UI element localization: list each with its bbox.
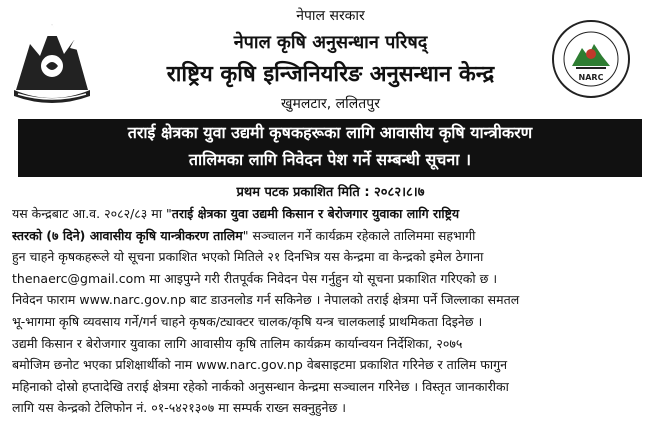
body-line-5: निवेदन फाराम www.narc.gov.np बाट डाउनलोड गर्न सकिनेछ । नेपालको तराई क्षेत्रमा पर्ने जिल्लाका समतल <box>12 292 520 308</box>
body-line-10: लागि यस केन्द्रको टेलिफोन नं. ०१-५४२१३०७ मा सम्पर्क राख्न सक्नुहुनेछ । <box>12 400 346 416</box>
body-line-8: बमोजिम छनोट भएका प्रशिक्षार्थीको नाम www.narc.gov.np वेबसाइटमा प्रकाशित गरिनेछ र तालिम फागुन <box>12 357 508 373</box>
body-line-3: हुन चाहने कृषकहरूले यो सूचना प्रकाशित भएको मितिले २१ दिनभित्र यस केन्द्रमा वा केन्द्रको इमेल ठेगाना <box>12 249 484 265</box>
banner-line-1: तराई क्षेत्रका युवा उद्यमी कृषकहरूका लागि आवासीय कृषि यान्त्रीकरण <box>127 123 533 142</box>
body-line-6: भू-भागमा कृषि व्यवसाय गर्ने/गर्न चाहने कृषक/ट्याक्टर चालक/कृषि यन्त्र चालकलाई प्राथमिकता दिइनेछ । <box>12 313 483 329</box>
notice-body <box>12 203 650 419</box>
body-line-7: उद्यमी किसान र बेरोजगार युवाका लागि आवासीय कृषि तालिम कार्यक्रम कार्यान्वयन निर्देशिका, २०७५ <box>12 335 463 351</box>
notice-title-banner <box>18 119 642 177</box>
center-location: खुमलटार, ललितपुर <box>281 96 380 112</box>
body-line-2: स्तरको (७ दिने) आवासीय कृषि यान्त्रीकरण तालिम" सञ्चालन गर्ने कार्यक्रम रहेकाले तालिममा सहभागी <box>12 227 476 243</box>
banner-line-2: तालिमका लागि निवेदन पेश गर्ने सम्बन्धी सूचना । <box>188 150 472 169</box>
body-line-1: यस केन्द्रबाट आ.व. २०८२/८३ मा "तराई क्षेत्रका युवा उद्यमी किसान र बेरोजगार युवाका लागि राष्ट्रिय <box>12 206 460 221</box>
council-name: नेपाल कृषि अनुसन्धान परिषद् <box>233 32 428 53</box>
body-line-9: महिनाको दोस्रो हप्तादेखि तराई क्षेत्रमा रहेको नार्कको अनुसन्धान केन्द्रमा सञ्चालन गरिनेछ । विस्तृत जानकारीका <box>12 378 509 394</box>
center-name: राष्ट्रिय कृषि इन्जिनियरिङ अनुसन्धान केन्द्र <box>166 62 495 87</box>
publication-date: प्रथम पटक प्रकाशित मिति : २०८२।८।७ <box>236 185 425 200</box>
body-line-4: thenaerc@gmail.com मा आइपुग्ने गरी रीतपूर्वक निवेदन पेस गर्नुहुन यो सूचना प्रकाशित गरिएको छ । <box>12 270 498 286</box>
government-name: नेपाल सरकार <box>296 8 365 24</box>
narc-logo <box>550 18 632 100</box>
letterhead <box>0 0 661 118</box>
narc-logo-text: NARC <box>578 73 604 82</box>
